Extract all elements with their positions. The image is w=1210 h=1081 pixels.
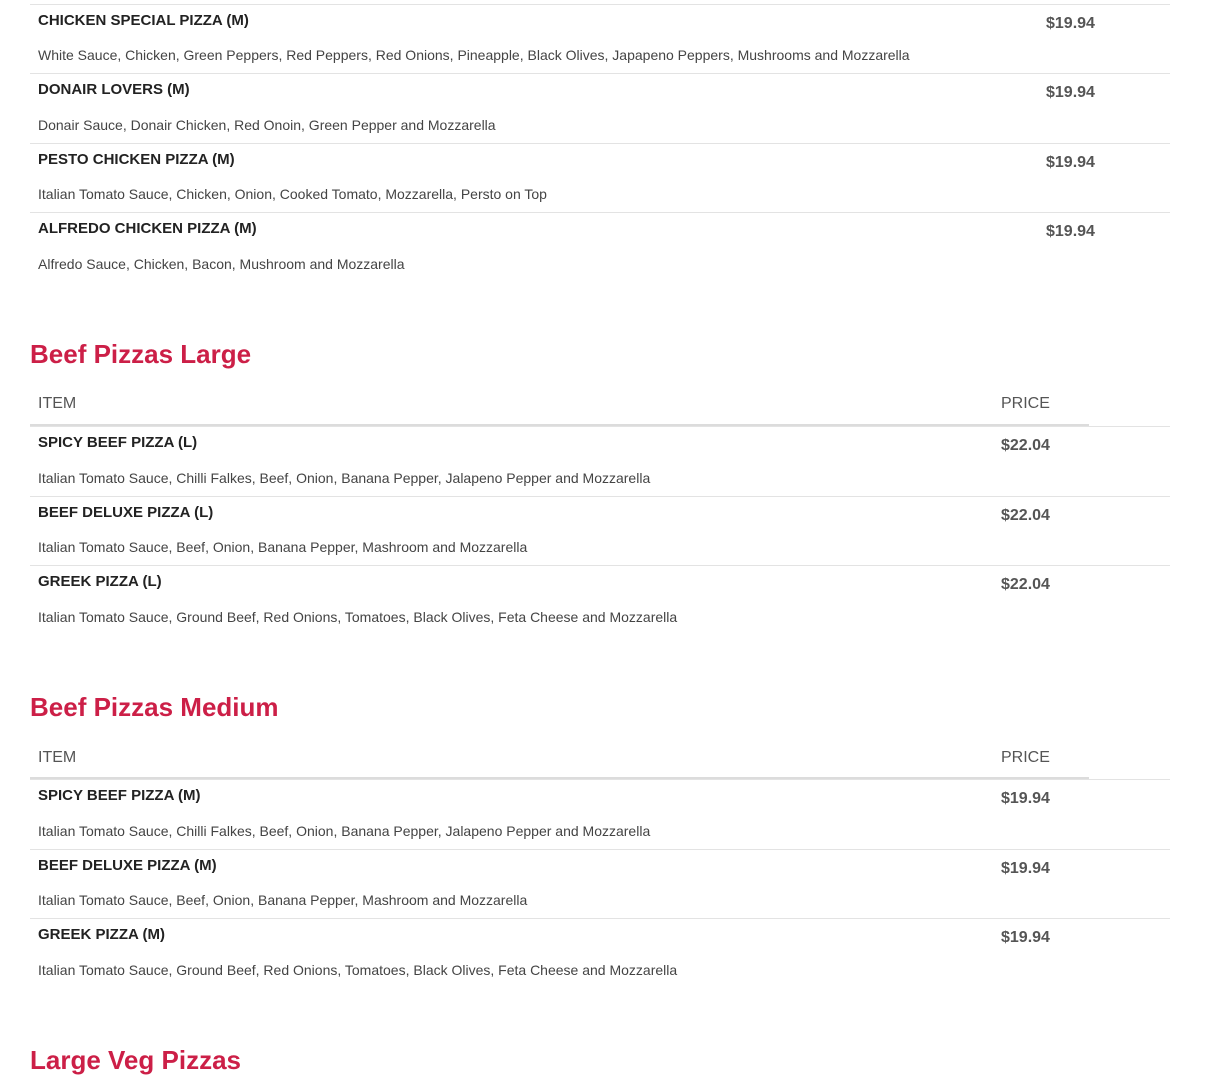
item-description: Italian Tomato Sauce, Chilli Falkes, Beef, Onion, Banana Pepper, Jalapeno Pepper and Mozzarella [38, 823, 651, 839]
column-header-item: ITEM [38, 749, 77, 766]
column-header-price: PRICE [1001, 749, 1050, 766]
item-price: $19.94 [1046, 154, 1095, 171]
row-divider [30, 212, 1170, 213]
row-divider [30, 918, 1170, 919]
item-description: Italian Tomato Sauce, Chilli Falkes, Beef, Onion, Banana Pepper, Jalapeno Pepper and Mozzarella [38, 470, 651, 486]
section-heading: Beef Pizzas Medium [30, 692, 279, 722]
row-divider [30, 779, 1170, 780]
column-header-price: PRICE [1001, 395, 1050, 412]
row-divider [30, 426, 1170, 427]
item-price: $19.94 [1046, 84, 1095, 101]
item-name: SPICY BEEF PIZZA (M) [38, 787, 201, 804]
item-price: $19.94 [1046, 223, 1095, 240]
item-description: Alfredo Sauce, Chicken, Bacon, Mushroom and Mozzarella [38, 256, 405, 272]
row-divider [30, 849, 1170, 850]
item-description: Italian Tomato Sauce, Ground Beef, Red Onions, Tomatoes, Black Olives, Feta Cheese and Mozzarella [38, 609, 678, 625]
section-heading: Large Veg Pizzas [30, 1045, 241, 1075]
item-name: SPICY BEEF PIZZA (L) [38, 434, 198, 451]
item-description: Italian Tomato Sauce, Beef, Onion, Banana Pepper, Mashroom and Mozzarella [38, 892, 528, 908]
item-description: White Sauce, Chicken, Green Peppers, Red Peppers, Red Onions, Pineapple, Black Olives, Japapeno Peppers, Mushrooms and Mozzarella [38, 47, 910, 63]
item-price: $19.94 [1046, 15, 1095, 32]
item-price: $19.94 [1001, 929, 1050, 946]
item-description: Donair Sauce, Donair Chicken, Red Onoin, Green Pepper and Mozzarella [38, 117, 496, 133]
item-name: PESTO CHICKEN PIZZA (M) [38, 151, 235, 168]
item-name: CHICKEN SPECIAL PIZZA (M) [38, 12, 249, 29]
item-name: GREEK PIZZA (M) [38, 926, 165, 943]
row-divider [30, 73, 1170, 74]
row-divider [30, 143, 1170, 144]
column-header-item: ITEM [38, 395, 77, 412]
item-price: $22.04 [1001, 507, 1050, 524]
item-name: DONAIR LOVERS (M) [38, 81, 190, 98]
item-description: Italian Tomato Sauce, Beef, Onion, Banana Pepper, Mashroom and Mozzarella [38, 539, 528, 555]
item-description: Italian Tomato Sauce, Ground Beef, Red Onions, Tomatoes, Black Olives, Feta Cheese and Mozzarella [38, 962, 678, 978]
item-name: BEEF DELUXE PIZZA (M) [38, 857, 217, 874]
section-heading: Beef Pizzas Large [30, 339, 252, 369]
item-description: Italian Tomato Sauce, Chicken, Onion, Cooked Tomato, Mozzarella, Persto on Top [38, 186, 547, 202]
item-price: $19.94 [1001, 860, 1050, 877]
item-price: $22.04 [1001, 437, 1050, 454]
item-name: GREEK PIZZA (L) [38, 573, 162, 590]
row-divider [30, 496, 1170, 497]
row-divider [30, 565, 1170, 566]
item-price: $19.94 [1001, 790, 1050, 807]
item-name: ALFREDO CHICKEN PIZZA (M) [38, 220, 257, 237]
item-price: $22.04 [1001, 576, 1050, 593]
row-divider [30, 4, 1170, 5]
item-name: BEEF DELUXE PIZZA (L) [38, 504, 214, 521]
